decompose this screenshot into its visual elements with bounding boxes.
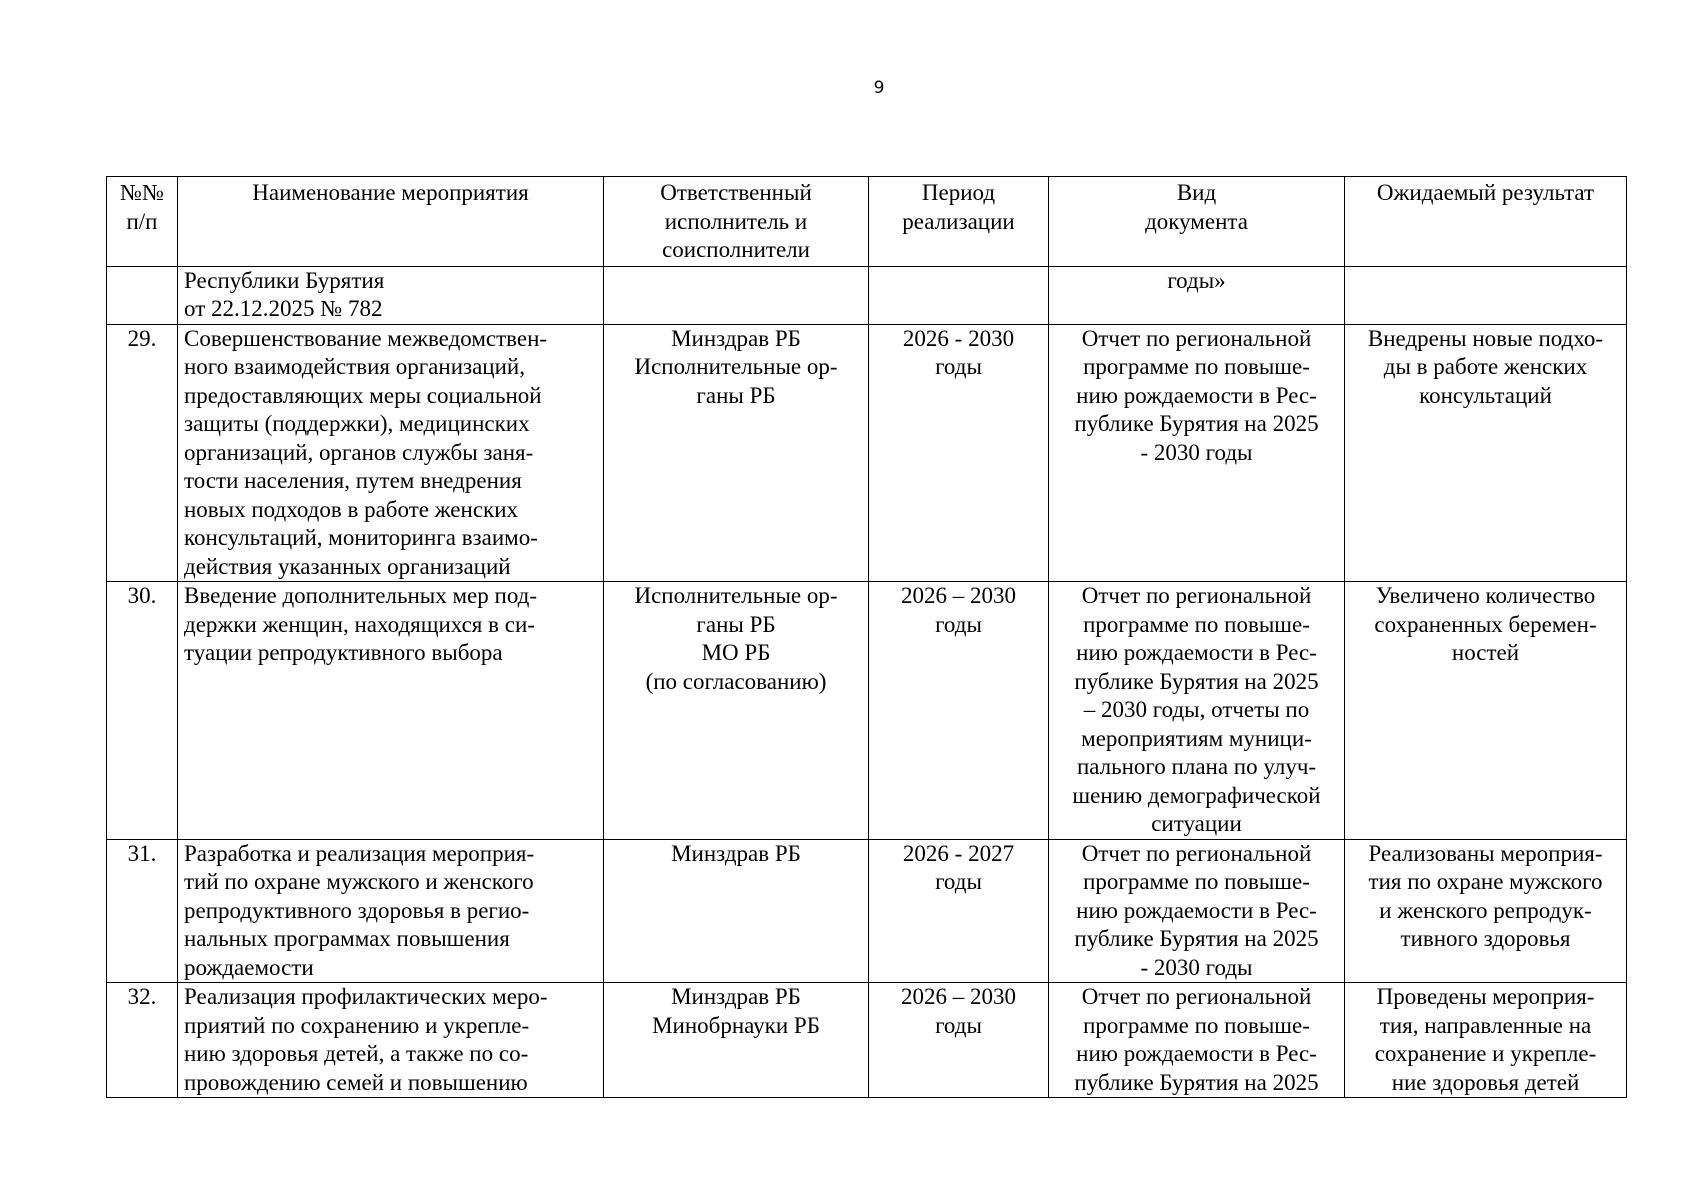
cell-line: от 22.12.2025 № 782 [184,296,383,321]
cell-line: - 2030 годы [1140,954,1253,980]
cell-line: Разработка и реализация мероприя- [184,840,535,866]
cell-period [869,266,1049,324]
cell-line: соисполнители [662,237,810,262]
cell-line: программе по повыше- [1083,1012,1310,1038]
cell-num [107,582,178,840]
table-header-row [107,177,1627,267]
cell-document [1049,324,1345,582]
cell-result [1345,582,1627,840]
cell-line: Реализованы мероприя- [1368,840,1603,866]
cell-num [107,983,178,1098]
cell-name [178,983,604,1098]
table-row [107,582,1627,840]
cell-line: (по согласованию) [645,668,827,694]
cell-document [1049,266,1345,324]
cell-line: ганы РБ [696,382,776,408]
cell-line: Минздрав РБ [671,325,801,351]
cell-line: ганы РБ [696,611,776,637]
cell-line [113,267,171,296]
cell-line: нию рождаемости в Рес- [1076,1041,1317,1066]
cell-line: реализации [902,208,1015,234]
cell-result [1345,266,1627,324]
cell-line: и женского репродук- [1379,897,1592,923]
cell-line: Республики Бурятия [184,267,385,293]
cell-line [1351,267,1620,296]
cell-result [1345,839,1627,983]
header-document [1049,177,1345,267]
cell-line: Наименование мероприятия [252,180,529,205]
cell-line: документа [1145,208,1248,234]
cell-line: Исполнительные ор- [634,583,838,608]
measures-table [106,176,1627,1098]
header-name [178,177,604,267]
cell-num [107,839,178,983]
cell-line: Период [921,180,996,205]
cell-line: сохранение и укрепле- [1374,1041,1597,1066]
cell-line: программе по повыше- [1083,869,1310,894]
cell-line: 31. [127,840,157,866]
cell-line: годы [935,354,982,379]
cell-line: Увеличено количество [1375,583,1596,608]
cell-line: Минздрав РБ [671,840,801,866]
cell-line: годы [935,611,982,637]
cell-line: - 2030 годы [1140,439,1253,465]
cell-line: ного взаимодействия организаций, [184,354,525,379]
cell-executor [604,582,869,840]
cell-line [875,267,1042,296]
cell-line: репродуктивного здоровья в регио- [184,897,530,923]
cell-line: тия, направленные на [1379,1012,1592,1038]
cell-line: ностей [1451,640,1520,665]
cell-name [178,839,604,983]
cell-line: рождаемости [184,954,314,980]
cell-line: нию рождаемости в Рес- [1076,382,1317,408]
cell-line: Отчет по региональной [1081,325,1312,351]
table-row [107,266,1627,324]
cell-line: Введение дополнительных мер под- [184,583,538,608]
cell-line: – 2030 годы, отчеты по [1083,697,1310,722]
cell-document [1049,582,1345,840]
cell-line: ды в работе женских [1383,354,1588,379]
cell-line: тий по охране мужского и женского [184,869,534,894]
cell-line: 2026 - 2030 [902,325,1015,351]
cell-line: исполнитель и [664,208,808,234]
cell-line: консультаций, мониторинга взаимо- [184,525,538,550]
cell-line: Исполнительные ор- [634,354,838,379]
cell-line: п/п [126,208,158,234]
cell-line: держки женщин, находящихся в си- [184,611,535,637]
cell-num [107,324,178,582]
cell-document [1049,983,1345,1098]
header-period [869,177,1049,267]
cell-line: действия указанных организаций [184,553,511,579]
cell-line: организаций, органов службы заня- [184,439,534,465]
cell-line: туации репродуктивного выбора [184,640,503,665]
cell-executor [604,983,869,1098]
cell-line: нию рождаемости в Рес- [1076,897,1317,923]
cell-line: Проведены мероприя- [1376,984,1595,1009]
table-row [107,324,1627,582]
cell-line: защиты (поддержки), медицинских [184,411,530,436]
cell-line: провождению семей и повышению [184,1069,528,1095]
header-executor [604,177,869,267]
cell-line: годы» [1167,267,1226,293]
cell-line: приятий по сохранению и укрепле- [184,1012,530,1038]
cell-line: программе по повыше- [1083,354,1310,379]
cell-line: тивного здоровья [1400,926,1571,951]
cell-num [107,266,178,324]
cell-line: Отчет по региональной [1081,583,1312,608]
cell-line: 30. [127,583,157,608]
cell-line [610,267,862,296]
cell-period [869,983,1049,1098]
cell-line: предоставляющих меры социальной [184,382,542,408]
cell-line: годы [935,869,982,894]
cell-period [869,324,1049,582]
cell-line: тия по охране мужского [1368,869,1603,894]
cell-line: Внедрены новые подхо- [1367,325,1604,351]
cell-result [1345,324,1627,582]
cell-line: сохраненных беремен- [1374,611,1597,637]
cell-executor [604,324,869,582]
cell-line: 32. [127,984,157,1009]
cell-executor [604,839,869,983]
cell-line: Ожидаемый результат [1376,180,1595,205]
cell-line: Отчет по региональной [1081,840,1312,866]
cell-line: Ответственный [660,180,812,205]
cell-line: 2026 – 2030 [901,583,1016,608]
cell-name [178,266,604,324]
cell-line: нию рождаемости в Рес- [1076,640,1317,665]
cell-line: нию здоровья детей, а также по со- [184,1041,529,1066]
header-num [107,177,178,267]
cell-line: Минобрнауки РБ [652,1012,820,1038]
cell-period [869,582,1049,840]
cell-line: Реализация профилактических меро- [184,984,548,1009]
cell-line: тости населения, путем внедрения [184,468,522,493]
cell-line: 2026 – 2030 [901,984,1016,1009]
cell-line: публике Бурятия на 2025 [1074,411,1319,436]
cell-line: нальных программах повышения [184,926,510,951]
cell-line: ние здоровья детей [1391,1069,1580,1095]
cell-period [869,839,1049,983]
cell-line: программе по повыше- [1083,611,1310,637]
page-number: 9 [873,78,885,98]
cell-line: новых подходов в работе женских [184,496,519,522]
cell-line: Вид [1176,180,1217,205]
cell-line: мероприятиям муници- [1081,725,1312,751]
cell-line: годы [935,1012,982,1038]
cell-line: консультаций [1419,382,1552,408]
header-result [1345,177,1627,267]
cell-line: пального плана по улуч- [1076,754,1317,779]
cell-line: ситуации [1151,811,1242,836]
cell-line: публике Бурятия на 2025 [1074,926,1319,951]
table-row [107,983,1627,1098]
cell-line: Отчет по региональной [1081,984,1312,1009]
table-row [107,839,1627,983]
cell-line: №№ [120,180,164,205]
cell-line: 29. [127,325,157,351]
cell-line: публике Бурятия на 2025 [1074,668,1319,694]
cell-line: МО РБ [701,640,771,665]
cell-line: публике Бурятия на 2025 [1074,1069,1319,1095]
cell-line: Минздрав РБ [671,984,801,1009]
cell-name [178,582,604,840]
cell-document [1049,839,1345,983]
cell-result [1345,983,1627,1098]
cell-line: Совершенствование межведомствен- [184,325,548,351]
cell-name [178,324,604,582]
cell-line: шению демографической [1072,782,1321,808]
cell-executor [604,266,869,324]
cell-line: 2026 - 2027 [902,840,1015,866]
